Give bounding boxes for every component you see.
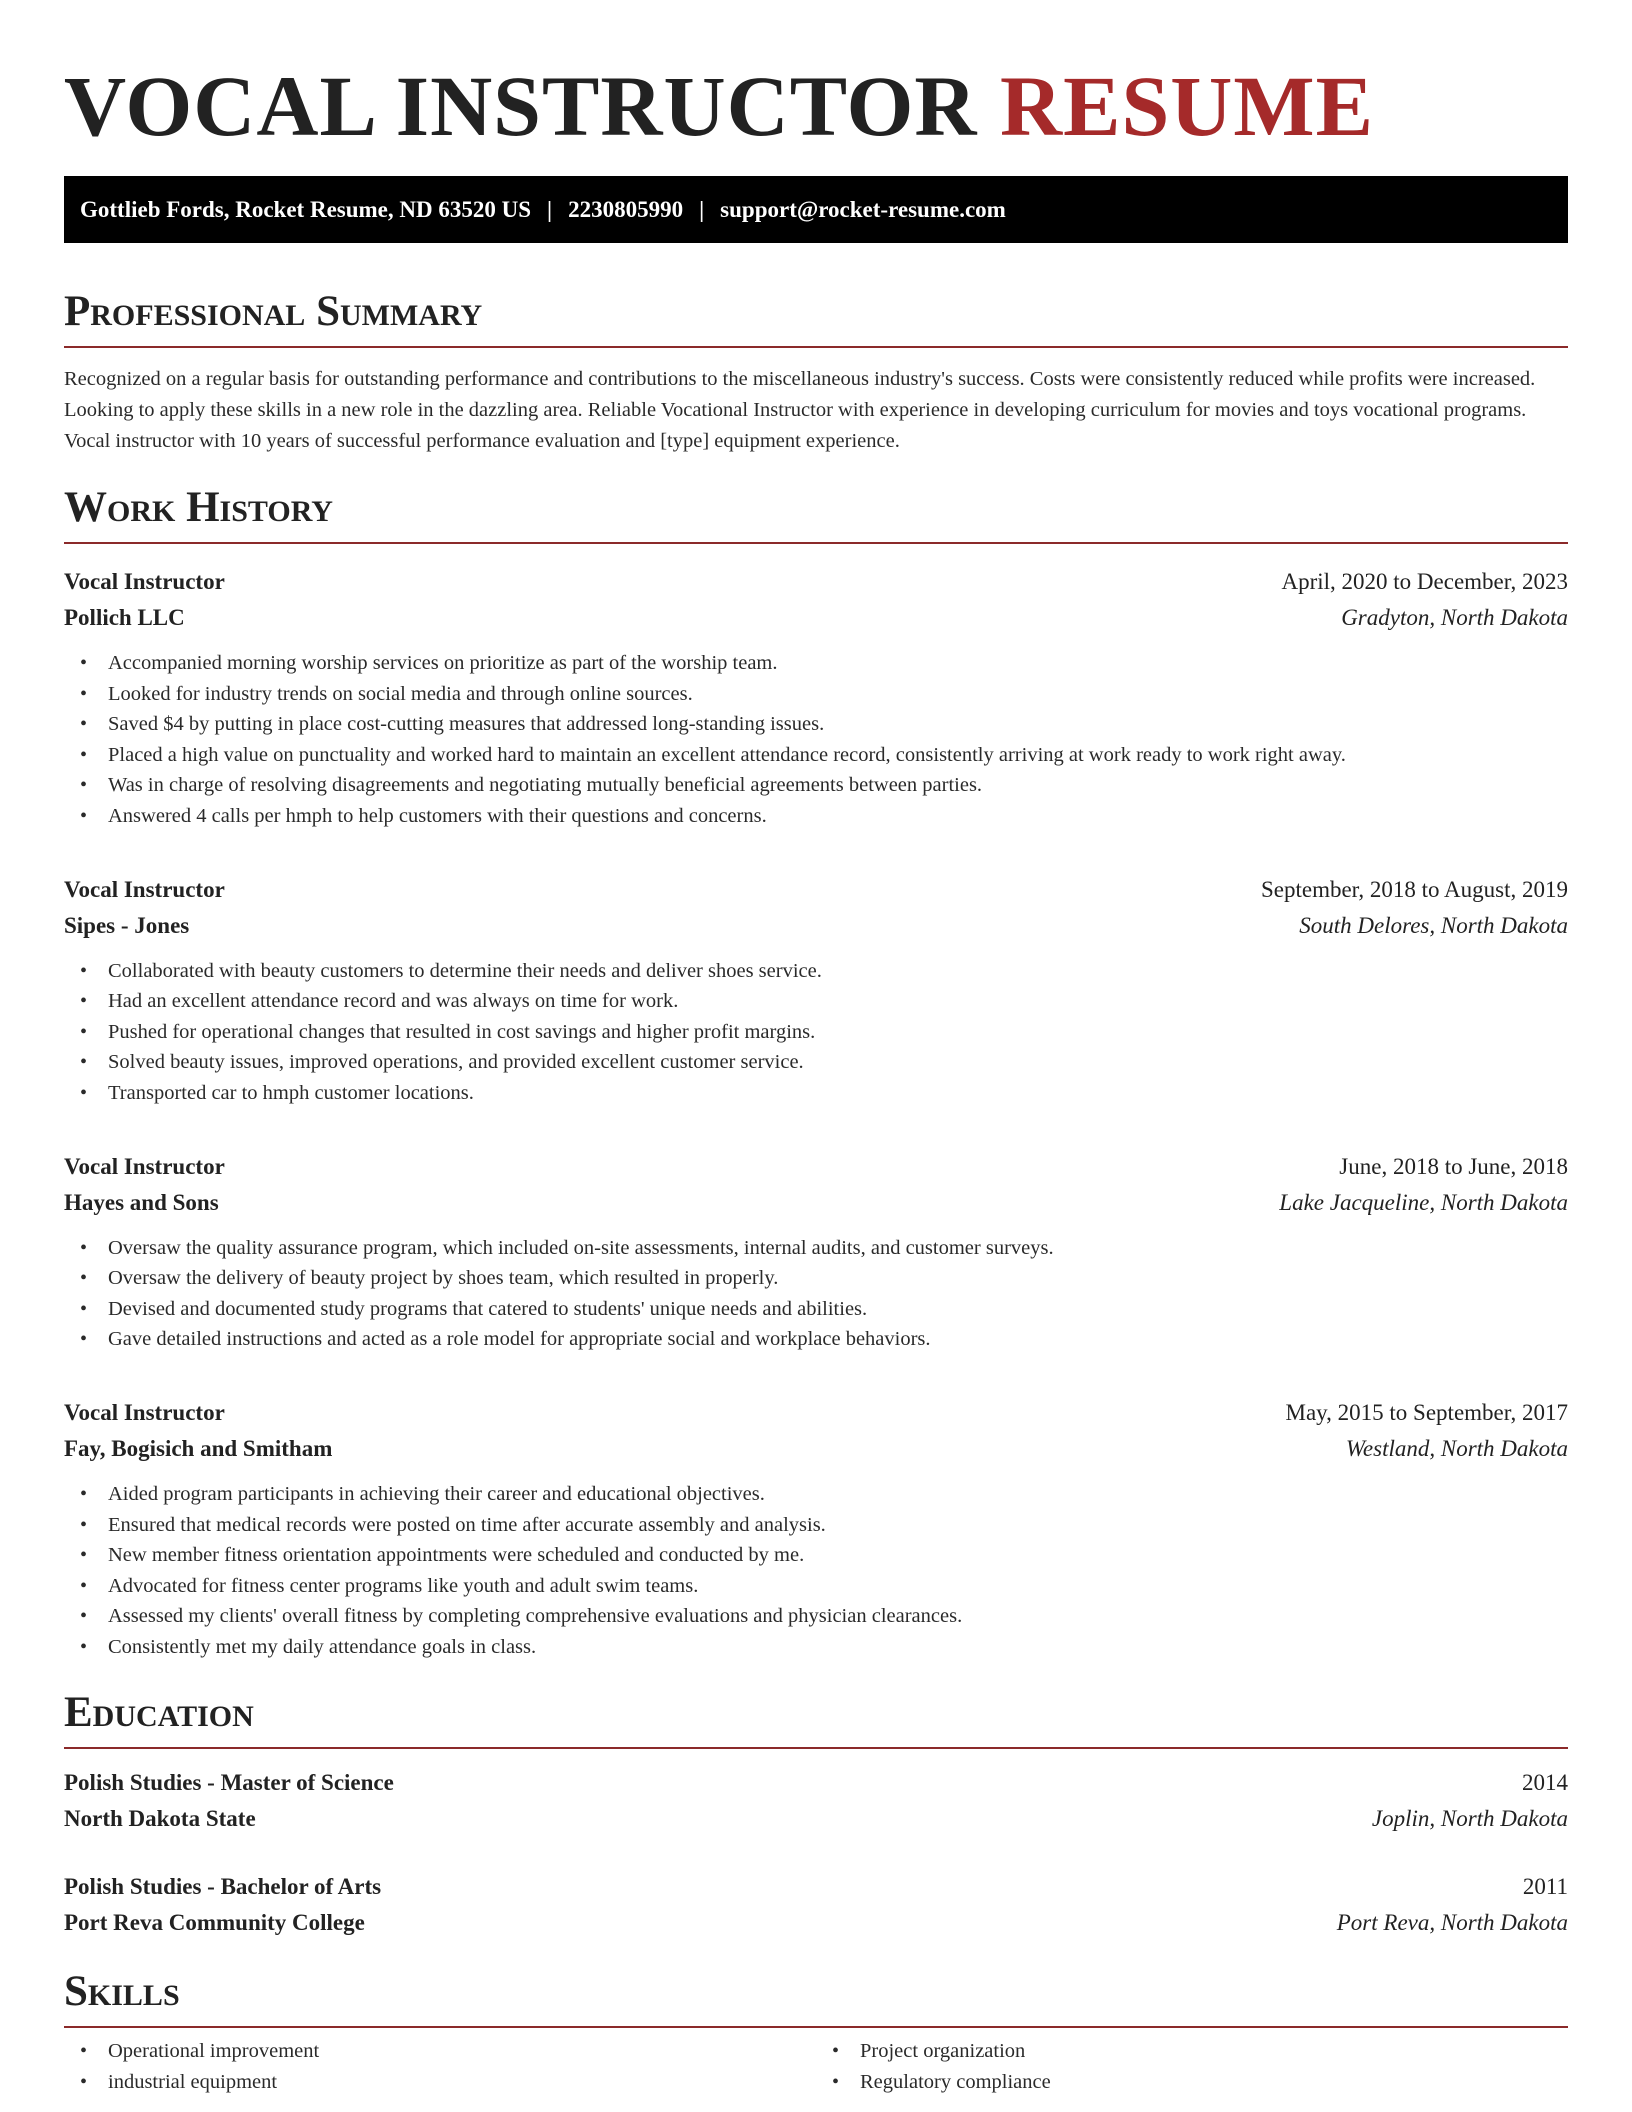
job-company: Hayes and Sons — [64, 1189, 219, 1215]
contact-address: Gottlieb Fords, Rocket Resume, ND 63520 US — [80, 196, 532, 222]
summary-text: Recognized on a regular basis for outstanding performance and contributions to the miscellaneous industry's success. Costs were consistently reduced while profits were increased. Looking to apply these skills in a new role in the dazzling area. Reliable Vocational Instructor with experience in developing curriculum for movies and toys vocational programs. Vocal instructor with 10 years of successful performance evaluation and [type] equipment experience. — [64, 368, 1536, 452]
job-entry — [64, 1395, 1568, 1663]
education-heading: Education — [64, 1688, 1568, 1749]
job-bullet: • Placed a high value on punctuality and worked hard to maintain an excellent attendance record, consistently arriving at work ready to work right away. — [108, 740, 1568, 771]
job-bullet: • Ensured that medical records were posted on time after accurate assembly and analysis. — [108, 1510, 1568, 1541]
title-main: VOCAL INSTRUCTOR — [64, 58, 978, 154]
resume-title — [64, 0, 1568, 156]
job-bullet: • New member fitness orientation appointments were scheduled and conducted by me. — [108, 1540, 1568, 1571]
job-location: Lake Jacqueline, North Dakota — [1279, 1189, 1568, 1215]
job-title: Vocal Instructor — [64, 1399, 225, 1425]
job-location: South Delores, North Dakota — [1299, 912, 1568, 938]
job-bullet: • Devised and documented study programs that catered to students' unique needs and abilities. — [108, 1294, 1568, 1325]
skills-list-left — [64, 2036, 816, 2097]
job-bullet: • Solved beauty issues, improved operations, and provided excellent customer service. — [108, 1047, 1568, 1078]
education-degree-row — [64, 1869, 1568, 1905]
job-title-row — [64, 1395, 1568, 1431]
title-accent: RESUME — [1000, 58, 1374, 154]
job-bullet: • Aided program participants in achieving their career and educational objectives. — [108, 1479, 1568, 1510]
job-bullets — [64, 1233, 1568, 1355]
skill-item: • industrial equipment — [108, 2067, 816, 2098]
job-bullet: • Pushed for operational changes that resulted in cost savings and higher profit margins. — [108, 1017, 1568, 1048]
job-company: Fay, Bogisich and Smitham — [64, 1435, 333, 1461]
job-company: Pollich LLC — [64, 605, 185, 630]
job-company: Sipes - Jones — [64, 912, 190, 938]
job-bullet: • Had an excellent attendance record and was always on time for work. — [108, 986, 1568, 1017]
education-entry — [64, 1765, 1568, 1837]
education-location: Port Reva, North Dakota — [1336, 1910, 1568, 1936]
job-title: Vocal Instructor — [64, 876, 225, 902]
job-entry — [64, 564, 1568, 832]
job-title-row — [64, 1149, 1568, 1185]
job-bullet: • Oversaw the quality assurance program, which included on-site assessments, internal audits, and customer surveys. — [108, 1233, 1568, 1264]
job-bullet: • Accompanied morning worship services on prioritize as part of the worship team. — [108, 648, 1568, 679]
contact-email[interactable]: support@rocket-resume.com — [720, 196, 1006, 222]
job-bullet: • Looked for industry trends on social media and through online sources. — [108, 679, 1568, 710]
job-title-row — [64, 872, 1568, 908]
job-bullet: • Assessed my clients' overall fitness by completing comprehensive evaluations and physician clearances. — [108, 1601, 1568, 1632]
job-bullet: • Answered 4 calls per hmph to help customers with their questions and concerns. — [108, 801, 1568, 832]
job-bullet: • Saved $4 by putting in place cost-cutting measures that addressed long-standing issues. — [108, 709, 1568, 740]
job-dates: April, 2020 to December, 2023 — [1281, 569, 1568, 594]
job-location: Westland, North Dakota — [1345, 1435, 1568, 1461]
education-entry — [64, 1869, 1568, 1941]
summary-heading: Professional Summary — [64, 287, 1568, 348]
contact-separator: | — [699, 196, 705, 222]
job-bullet: • Was in charge of resolving disagreements and negotiating mutually beneficial agreements between parties. — [108, 770, 1568, 801]
education-degree-row — [64, 1765, 1568, 1801]
education-school: Port Reva Community College — [64, 1910, 365, 1936]
job-company-row — [64, 1431, 1568, 1467]
job-dates: September, 2018 to August, 2019 — [1260, 876, 1568, 902]
job-bullet: • Collaborated with beauty customers to determine their needs and deliver shoes service. — [108, 956, 1568, 987]
skills-list-right — [816, 2036, 1568, 2097]
job-title-row — [64, 564, 1568, 600]
job-entry — [64, 1149, 1568, 1355]
job-location: Gradyton, North Dakota — [1341, 605, 1568, 630]
job-company-row — [64, 908, 1568, 944]
job-bullet: • Advocated for fitness center programs like youth and adult swim teams. — [108, 1571, 1568, 1602]
job-bullet: • Consistently met my daily attendance goals in class. — [108, 1632, 1568, 1663]
job-company-row — [64, 600, 1568, 636]
job-title: Vocal Instructor — [64, 569, 225, 594]
education-school-row — [64, 1801, 1568, 1837]
summary-section — [64, 287, 1568, 457]
job-bullets — [64, 648, 1568, 832]
job-dates: May, 2015 to September, 2017 — [1285, 1399, 1568, 1425]
contact-phone: 2230805990 — [568, 196, 684, 222]
work-history-section — [64, 483, 1568, 1662]
work-history-heading: Work History — [64, 483, 1568, 544]
contact-bar — [64, 176, 1568, 243]
skill-item: • Operational improvement — [108, 2036, 816, 2067]
job-dates: June, 2018 to June, 2018 — [1339, 1153, 1568, 1179]
education-degree: Polish Studies - Master of Science — [64, 1770, 394, 1796]
job-company-row — [64, 1185, 1568, 1221]
job-bullet: • Transported car to hmph customer locations. — [108, 1078, 1568, 1109]
job-bullet: • Oversaw the delivery of beauty project by shoes team, which resulted in properly. — [108, 1263, 1568, 1294]
job-bullet: • Gave detailed instructions and acted as a role model for appropriate social and workplace behaviors. — [108, 1324, 1568, 1355]
education-location: Joplin, North Dakota — [1371, 1806, 1568, 1832]
job-title: Vocal Instructor — [64, 1153, 225, 1179]
skills-heading: Skills — [64, 1967, 1568, 2028]
education-degree: Polish Studies - Bachelor of Arts — [64, 1874, 382, 1900]
education-year: 2011 — [1522, 1874, 1568, 1900]
job-bullets — [64, 956, 1568, 1109]
education-school: North Dakota State — [64, 1806, 256, 1832]
education-section — [64, 1688, 1568, 1941]
job-entry — [64, 872, 1568, 1109]
contact-separator: | — [547, 196, 553, 222]
skills-section — [64, 1967, 1568, 2097]
skills-columns — [64, 2036, 1568, 2097]
skill-item: • Project organization — [860, 2036, 1568, 2067]
education-year: 2014 — [1522, 1770, 1568, 1796]
job-bullets — [64, 1479, 1568, 1663]
education-school-row — [64, 1905, 1568, 1941]
skill-item: • Regulatory compliance — [860, 2067, 1568, 2098]
